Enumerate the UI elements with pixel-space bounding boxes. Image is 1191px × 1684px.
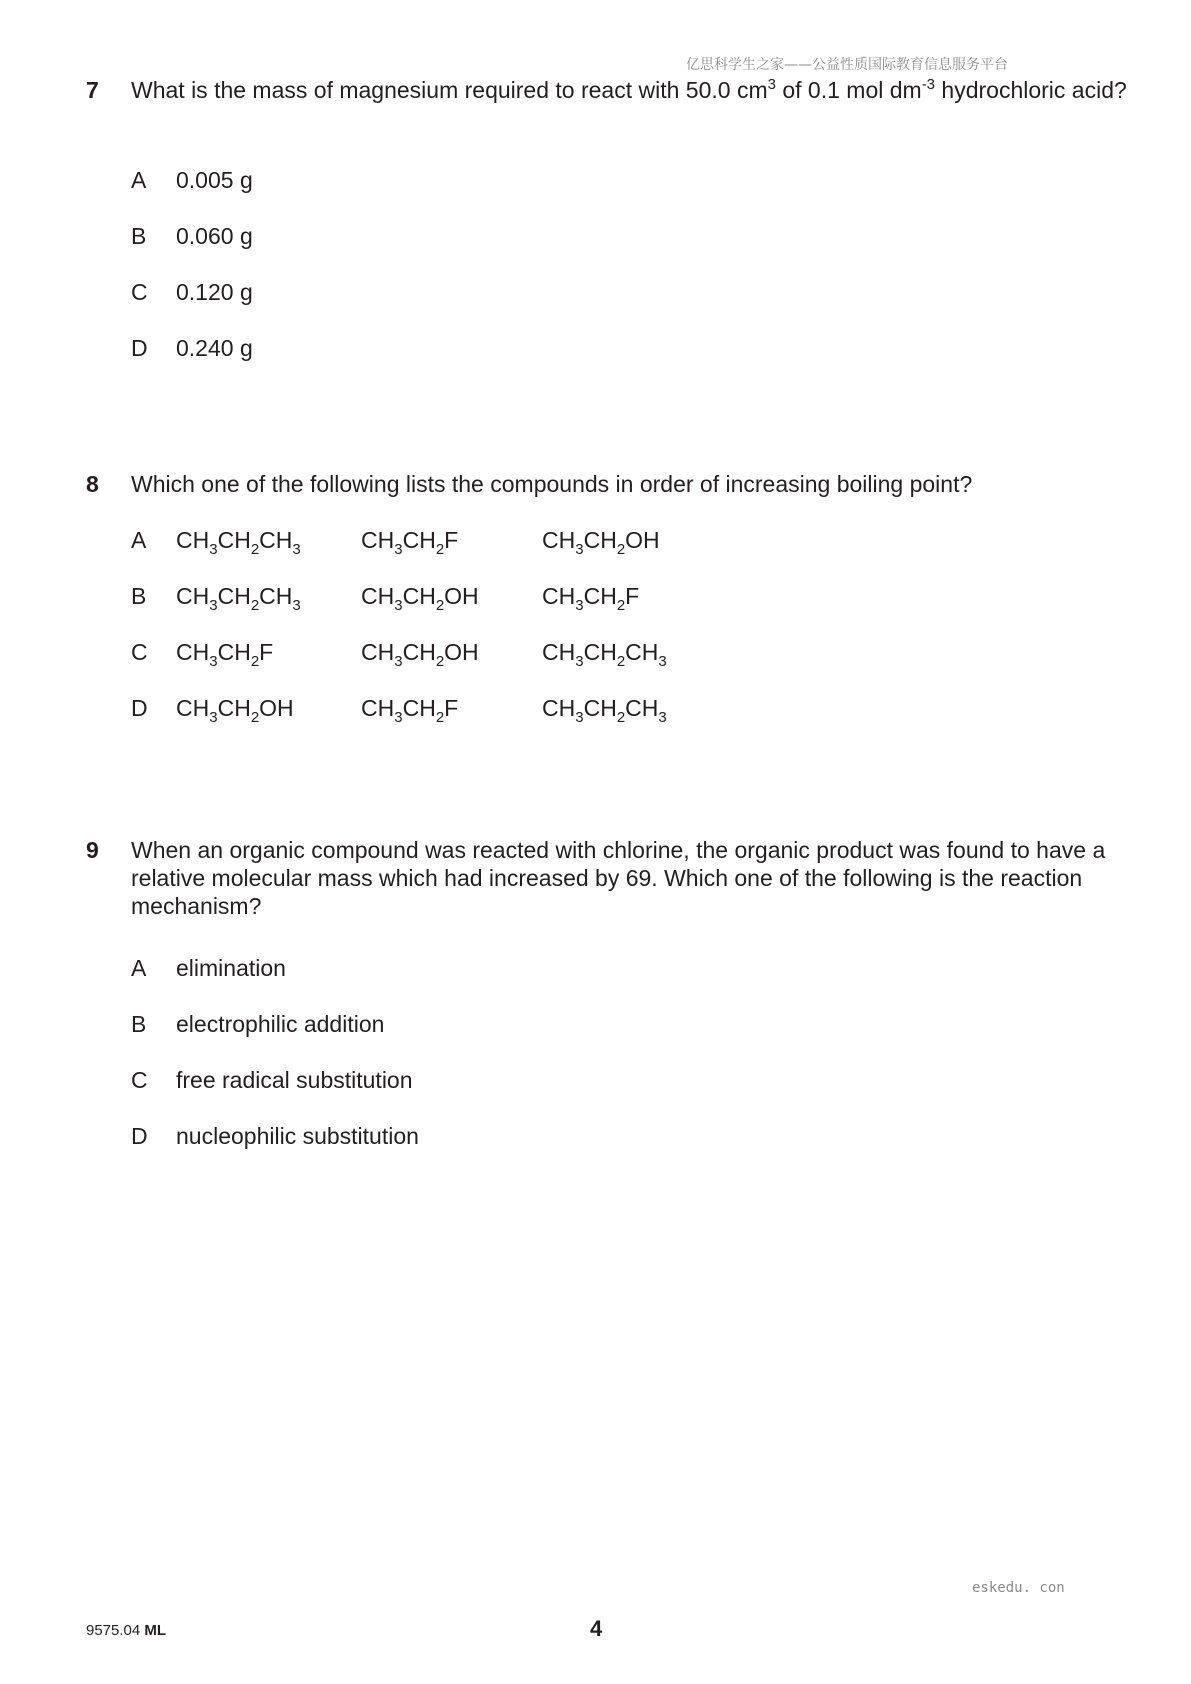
question-number: 7	[86, 77, 99, 103]
formula-ethanol: $CH_3CH_2OH$	[361, 583, 479, 614]
option-letter: C	[131, 279, 148, 305]
formula-propane: $CH_3CH_2CH_3$	[176, 583, 301, 614]
option-letter: B	[131, 583, 147, 609]
option-b	[131, 582, 1031, 612]
option-value: elimination	[176, 955, 286, 981]
option-letter: D	[131, 335, 148, 361]
formula-fluoroethane: $CH_3CH_2F$	[176, 639, 274, 670]
footer-watermark: eskedu. con	[972, 1580, 1065, 1596]
paper-code: 9575.04 ML	[86, 1622, 167, 1639]
question-number: 8	[86, 471, 99, 497]
option-letter: A	[131, 955, 147, 981]
option-letter: C	[131, 639, 148, 665]
page-number: 4	[590, 1616, 603, 1641]
question-text: Which one of the following lists the compounds in order of increasing boiling point?	[131, 471, 973, 497]
option-letter: A	[131, 527, 147, 553]
option-letter: B	[131, 1011, 147, 1037]
option-letter: D	[131, 1123, 148, 1149]
option-c	[131, 638, 1031, 668]
option-value: 0.005 g	[176, 167, 253, 193]
question-8	[86, 470, 1136, 740]
question-9	[86, 836, 1136, 1156]
formula-ethanol: $CH_3CH_2OH$	[176, 695, 294, 726]
formula-propane: $CH_3CH_2CH_3$	[542, 695, 667, 726]
formula-propane: $CH_3CH_2CH_3$	[176, 527, 301, 558]
option-value: 0.060 g	[176, 223, 253, 249]
formula-fluoroethane: $CH_3CH_2F$	[542, 583, 640, 614]
question-text: When an organic compound was reacted with chlorine, the organic product was found to have a relative molecular mass which had increased by 69. Which one of the following is the reaction mechanism?	[131, 837, 1106, 919]
question-7	[86, 76, 1136, 376]
option-d	[131, 694, 1031, 724]
option-letter: C	[131, 1067, 148, 1093]
option-letter: B	[131, 223, 147, 249]
option-a	[131, 526, 1031, 556]
question-text: What is the mass of magnesium required to react with 50.0 $cm^3$ of 0.1 mol $dm^{-3}$ hydrochloric acid?	[131, 76, 1127, 103]
formula-fluoroethane: $CH_3CH_2F$	[361, 527, 459, 558]
formula-propane: $CH_3CH_2CH_3$	[542, 639, 667, 670]
option-value: nucleophilic substitution	[176, 1123, 419, 1149]
formula-ethanol: $CH_3CH_2OH$	[361, 639, 479, 670]
formula-fluoroethane: $CH_3CH_2F$	[361, 695, 459, 726]
option-value: 0.240 g	[176, 335, 253, 361]
question-number: 9	[86, 837, 99, 863]
option-letter: A	[131, 167, 147, 193]
option-value: electrophilic addition	[176, 1011, 385, 1037]
formula-ethanol: $CH_3CH_2OH$	[542, 527, 660, 558]
option-letter: D	[131, 695, 148, 721]
option-value: 0.120 g	[176, 279, 253, 305]
option-value: free radical substitution	[176, 1067, 413, 1093]
header-watermark: 亿思科学生之家——公益性质国际教育信息服务平台	[686, 57, 1008, 73]
